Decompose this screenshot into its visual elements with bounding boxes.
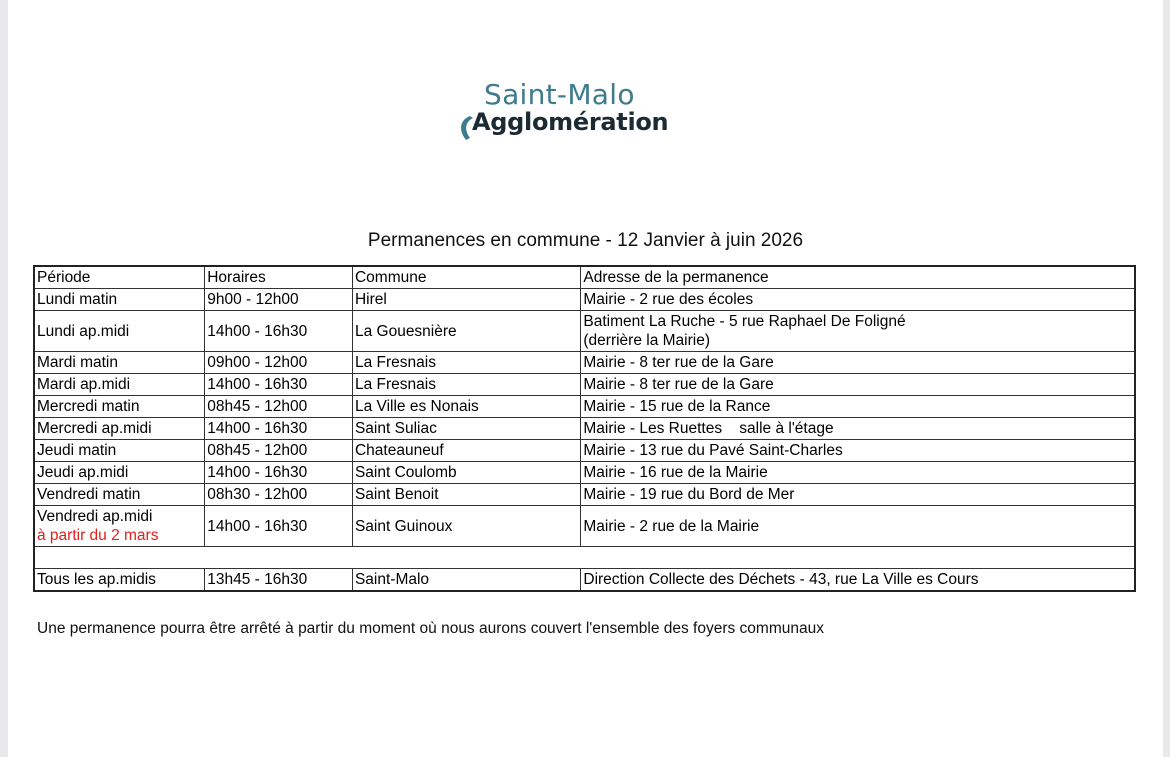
cell-commune: Saint Benoit — [352, 484, 580, 506]
table-row — [34, 418, 1135, 440]
cell-commune: La Ville es Nonais — [352, 396, 580, 418]
cell-adresse-line-1: Batiment La Ruche - 5 rue Raphael De Foligné — [583, 313, 906, 330]
schedule-table — [33, 265, 1136, 592]
cell-adresse-line-2: (derrière la Mairie) — [583, 332, 710, 349]
cell-adresse: Direction Collecte des Déchets - 43, rue La Ville es Cours — [581, 569, 1135, 592]
cell-horaires: 08h45 - 12h00 — [205, 440, 353, 462]
cell-horaires: 13h45 - 16h30 — [205, 569, 353, 592]
document-title: Permanences en commune - 12 Janvier à juin 2026 — [367, 230, 804, 251]
cell-adresse: Mairie - 13 rue du Pavé Saint-Charles — [581, 440, 1135, 462]
table-row — [34, 289, 1135, 311]
cell-periode-note: à partir du 2 mars — [37, 527, 159, 544]
cell-commune: La Fresnais — [352, 374, 580, 396]
saint-malo-agglomeration-logo — [456, 78, 696, 148]
cell-periode: Jeudi matin — [34, 440, 205, 462]
document-page — [8, 0, 1163, 757]
cell-horaires: 09h00 - 12h00 — [205, 352, 353, 374]
cell-commune: La Fresnais — [352, 352, 580, 374]
cell-commune: La Gouesnière — [352, 311, 580, 352]
cell-adresse: Mairie - 2 rue des écoles — [581, 289, 1135, 311]
header-periode: Période — [34, 266, 205, 289]
table-row — [34, 569, 1135, 592]
cell-periode: Jeudi ap.midi — [34, 462, 205, 484]
logo-line-1: Saint-Malo — [484, 78, 635, 111]
logo-line-2: Agglomération — [472, 108, 669, 136]
cell-adresse: Mairie - 19 rue du Bord de Mer — [581, 484, 1135, 506]
cell-horaires: 14h00 - 16h30 — [205, 374, 353, 396]
cell-periode-label: Vendredi ap.midi — [37, 508, 153, 525]
cell-adresse: Mairie - 16 rue de la Mairie — [581, 462, 1135, 484]
cell-periode: Mardi ap.midi — [34, 374, 205, 396]
cell-periode: Mardi matin — [34, 352, 205, 374]
cell-adresse: Mairie - 8 ter rue de la Gare — [581, 374, 1135, 396]
table-row — [34, 352, 1135, 374]
table-row — [34, 484, 1135, 506]
cell-commune: Hirel — [352, 289, 580, 311]
cell-adresse: Mairie - Les Ruettes salle à l'étage — [581, 418, 1135, 440]
table-row — [34, 440, 1135, 462]
cell-periode: Lundi ap.midi — [34, 311, 205, 352]
header-horaires: Horaires — [205, 266, 353, 289]
cell-periode: Mercredi matin — [34, 396, 205, 418]
cell-horaires: 14h00 - 16h30 — [205, 506, 353, 547]
cell-commune: Saint Suliac — [352, 418, 580, 440]
table-row — [34, 506, 1135, 547]
header-commune: Commune — [352, 266, 580, 289]
cell-adresse: Mairie - 2 rue de la Mairie — [581, 506, 1135, 547]
cell-horaires: 08h30 - 12h00 — [205, 484, 353, 506]
cell-commune: Saint Guinoux — [352, 506, 580, 547]
cell-adresse: Mairie - 15 rue de la Rance — [581, 396, 1135, 418]
cell-periode: Vendredi matin — [34, 484, 205, 506]
cell-adresse: Mairie - 8 ter rue de la Gare — [581, 352, 1135, 374]
cell-periode: Tous les ap.midis — [34, 569, 205, 592]
table-row — [34, 462, 1135, 484]
cell-periode — [34, 506, 205, 547]
cell-commune: Saint-Malo — [352, 569, 580, 592]
cell-periode: Mercredi ap.midi — [34, 418, 205, 440]
cell-commune: Saint Coulomb — [352, 462, 580, 484]
table-spacer-row — [34, 547, 1135, 569]
header-adresse: Adresse de la permanence — [581, 266, 1135, 289]
table-row — [34, 374, 1135, 396]
cell-commune: Chateauneuf — [352, 440, 580, 462]
table-row — [34, 311, 1135, 352]
cell-periode: Lundi matin — [34, 289, 205, 311]
cell-horaires: 08h45 - 12h00 — [205, 396, 353, 418]
spacer-cell — [34, 547, 1135, 569]
cell-horaires: 14h00 - 16h30 — [205, 418, 353, 440]
table-header-row — [34, 266, 1135, 289]
footnote: Une permanence pourra être arrêté à partir du moment où nous aurons couvert l'ensemble des foyers communaux — [37, 620, 824, 637]
cell-adresse — [581, 311, 1135, 352]
cell-horaires: 14h00 - 16h30 — [205, 462, 353, 484]
table-row — [34, 396, 1135, 418]
cell-horaires: 14h00 - 16h30 — [205, 311, 353, 352]
cell-horaires: 9h00 - 12h00 — [205, 289, 353, 311]
